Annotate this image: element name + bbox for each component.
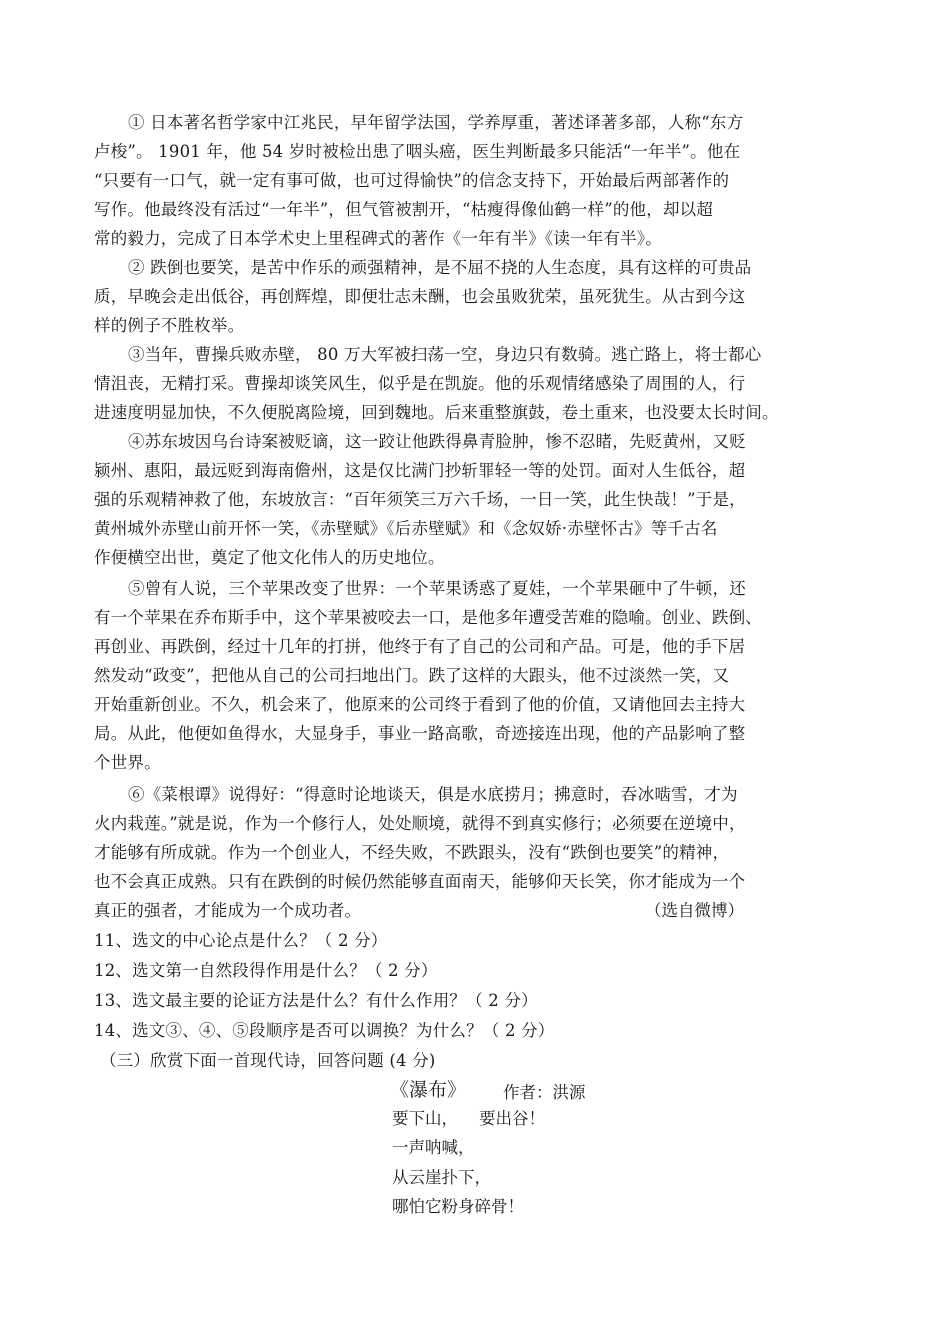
poem-line: 哪怕它粉身碎骨！	[392, 1197, 524, 1216]
para6-line: ⑥《菜根谭》说得好：“得意时论地谈天，俱是水底捞月；拂意时，吞冰啮雪，才为	[128, 785, 738, 804]
para5-line: 开始重新创业。不久，机会来了，他原来的公司终于看到了他的价值，又请他回去主持大	[94, 695, 746, 714]
para4-line: 强的乐观精神救了他，东坡放言：“百年须笑三万六千场，一日一笑，此生快哉！”于是，	[94, 490, 746, 509]
para6-line: 真正的强者，才能成为一个成功者。	[94, 901, 362, 920]
para6-line: 才能够有所成就。作为一个创业人，不经失败，不跌跟头，没有“跌倒也要笑”的精神，	[94, 843, 730, 862]
para1-line: “只要有一口气，就一定有事可做，也可过得愉快”的信念支持下，开始最后两部著作的	[94, 171, 730, 190]
para2-line: 质，早晚会走出低谷，再创辉煌，即便壮志未酬，也会虽败犹荣，虽死犹生。从古到今这	[94, 287, 746, 306]
question-12: 12、选文第一自然段得作用是什么？（ 2 分）	[94, 961, 438, 980]
poem-title: 《瀑布》	[390, 1079, 467, 1101]
poem-author: 作者：洪源	[503, 1083, 586, 1102]
para3-line: ③当年，曹操兵败赤壁， 80 万大军被扫荡一空，身边只有数骑。逃亡路上，将士都心	[128, 345, 762, 364]
para5-line: 再创业、再跌倒，经过十几年的打拼，他终于有了自己的公司和产品。可是，他的手下居	[94, 637, 746, 656]
para1-line: 卢梭”。 1901 年，他 54 岁时被检出患了咽头癌，医生判断最多只能活“一年半”。他在	[94, 142, 741, 161]
para3-line: 进速度明显加快，不久便脱离险境，回到魏地。后来重整旗鼓，卷土重来，也没要太长时间。	[94, 403, 779, 422]
poem-line: 要下山， 要出谷！	[392, 1109, 545, 1128]
question-14: 14、选文③、④、⑤段顺序是否可以调换？为什么？（ 2 分）	[94, 1021, 555, 1040]
para1-line: ① 日本著名哲学家中江兆民，早年留学法国，学养厚重，著述译著多部，人称“东方	[128, 113, 744, 132]
para5-line: 局。从此，他便如鱼得水，大显身手，事业一路高歌，奇迹接连出现，他的产品影响了整	[94, 724, 746, 743]
question-13: 13、选文最主要的论证方法是什么？有什么作用？（ 2 分）	[94, 991, 538, 1010]
para6-line: 火内栽莲。”就是说，作为一个修行人，处处顺境，就得不到真实修行；必须要在逆境中，	[94, 814, 746, 833]
poem-line: 一声呐喊，	[392, 1138, 475, 1157]
para6-line: 也不会真正成熟。只有在跌倒的时候仍然能够直面南天，能够仰天长笑，你才能成为一个	[94, 872, 746, 891]
para1-line: 常的毅力，完成了日本学术史上里程碑式的著作《一年有半》《读一年有半》。	[94, 229, 662, 248]
para5-line: 个世界。	[94, 753, 161, 772]
source-note: （选自微博）	[645, 901, 744, 920]
para4-line: ④苏东坡因乌台诗案被贬谪，这一跤让他跌得鼻青脸肿，惨不忍睹，先贬黄州，又贬	[128, 432, 746, 451]
para5-line: 有一个苹果在乔布斯手中，这个苹果被咬去一口，是他多年遭受苦难的隐喻。创业、跌倒、	[94, 608, 762, 627]
para2-line: 样的例子不胜枚举。	[94, 316, 245, 335]
para4-line: 黄州城外赤壁山前开怀一笑，《赤壁赋》《后赤壁赋》和《念奴娇·赤壁怀古》等千古名	[94, 519, 718, 538]
para1-line: 写作。他最终没有活过“一年半”，但气管被割开，“枯瘦得像仙鹤一样”的他，却以超	[94, 200, 714, 219]
para4-line: 颍州、惠阳，最远贬到海南儋州，这是仅比满门抄斩罪轻一等的处罚。面对人生低谷，超	[94, 461, 746, 480]
para5-line: ⑤曾有人说，三个苹果改变了世界：一个苹果诱惑了夏娃，一个苹果砸中了牛顿，还	[128, 579, 746, 598]
para2-line: ② 跌倒也要笑，是苦中作乐的顽强精神，是不屈不挠的人生态度，具有这样的可贵品	[128, 258, 752, 277]
poem-line: 从云崖扑下，	[392, 1168, 491, 1187]
section-heading: （三）欣赏下面一首现代诗，回答问题 (4 分)	[100, 1051, 436, 1070]
para5-line: 然发动“政变”，把他从自己的公司扫地出门。跌了这样的大跟头，他不过淡然一笑，又	[94, 666, 730, 685]
para4-line: 作便横空出世，奠定了他文化伟人的历史地位。	[94, 548, 445, 567]
para3-line: 情沮丧，无精打采。曹操却谈笑风生，似乎是在凯旋。他的乐观情绪感染了周围的人，行	[94, 374, 746, 393]
question-11: 11、选文的中心论点是什么？（ 2 分）	[94, 931, 388, 950]
